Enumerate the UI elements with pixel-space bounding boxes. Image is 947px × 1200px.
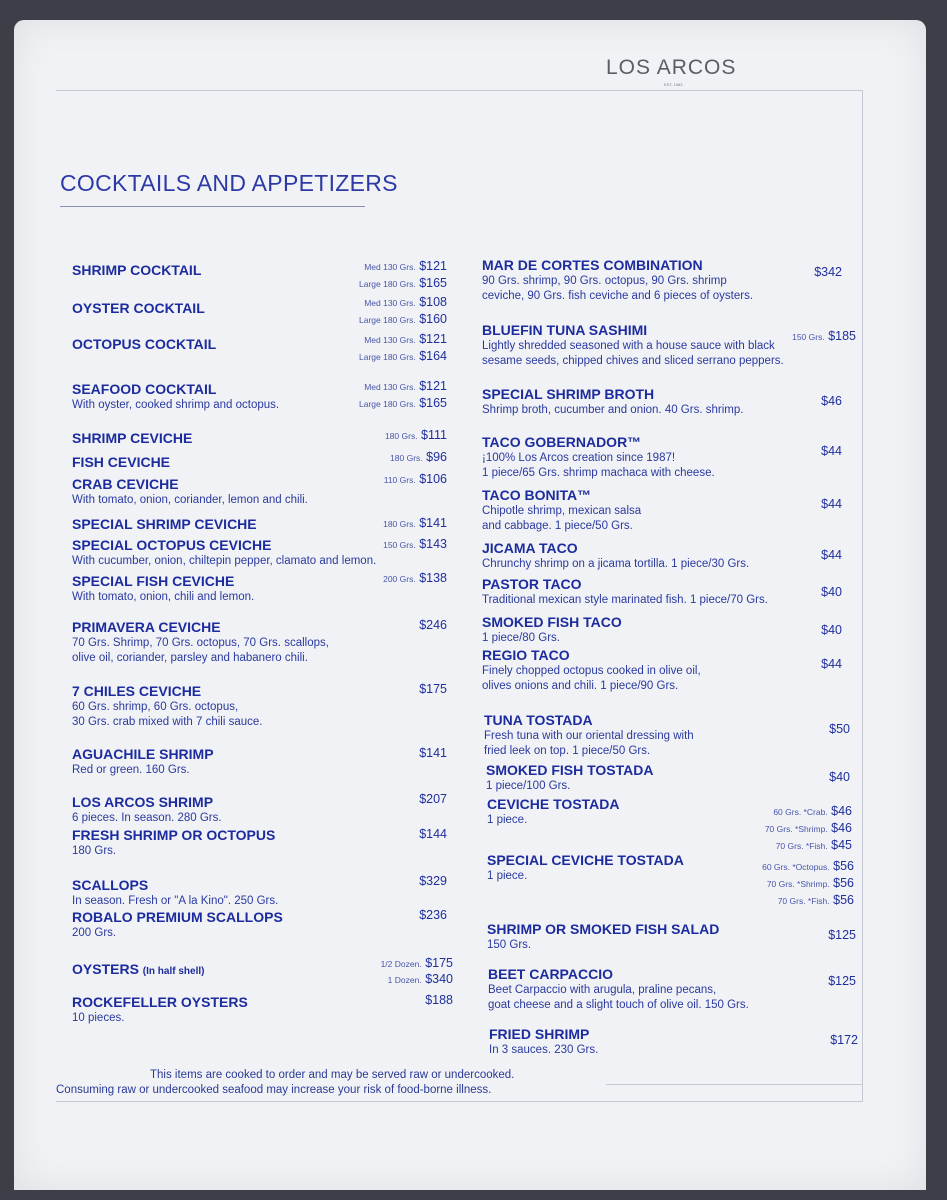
brand-subtitle: EST. 1983 — [664, 82, 683, 87]
menu-item-aguachile-shrimp: AGUACHILE SHRIMP Red or green. 160 Grs. — [72, 746, 214, 776]
price: 70 Grs. *Shrimp. $46 — [764, 821, 852, 835]
brand-logo: LOS ARCOS — [606, 56, 737, 79]
price: $125 — [828, 974, 856, 988]
price: $329 — [419, 874, 447, 888]
price: $246 — [419, 618, 447, 632]
menu-item-shrimp-or-smoked-fish-salad: SHRIMP OR SMOKED FISH SALAD 150 Grs. — [487, 921, 720, 951]
menu-item-special-octopus-ceviche: SPECIAL OCTOPUS CEVICHE With cucumber, onion, chiltepin pepper, clamato and lemon. — [72, 537, 377, 567]
price: $50 — [829, 722, 850, 736]
menu-item-primavera-ceviche: PRIMAVERA CEVICHE 70 Grs. Shrimp, 70 Grs. octopus, 70 Grs. scallops, olive oil, coriander, parsley and habanero chili. — [72, 619, 329, 664]
menu-item-shrimp-cocktail: SHRIMP COCKTAIL — [72, 262, 202, 278]
menu-item-ceviche-tostada: CEVICHE TOSTADA 1 piece. — [487, 796, 620, 826]
price: 60 Grs. *Octopus. $56 — [762, 859, 854, 873]
price: $125 — [828, 928, 856, 942]
menu-item-los-arcos-shrimp: LOS ARCOS SHRIMP 6 pieces. In season. 280 Grs. — [72, 794, 222, 824]
menu-item-taco-gobernador: TACO GOBERNADOR™ ¡100% Los Arcos creation since 1987! 1 piece/65 Grs. shrimp machaca with cheese. — [482, 434, 715, 479]
price: 150 Grs. $185 — [792, 329, 856, 343]
price: 200 Grs. $138 — [383, 571, 447, 585]
price: Large 180 Grs. $165 — [359, 276, 447, 290]
menu-item-special-fish-ceviche: SPECIAL FISH CEVICHE With tomato, onion, chili and lemon. — [72, 573, 255, 603]
price: 70 Grs. *Shrimp. $56 — [766, 876, 854, 890]
menu-item-special-shrimp-broth: SPECIAL SHRIMP BROTH Shrimp broth, cucumber and onion. 40 Grs. shrimp. — [482, 386, 744, 416]
menu-item-shrimp-ceviche: SHRIMP CEVICHE — [72, 430, 193, 446]
price: $207 — [419, 792, 447, 806]
price: $40 — [821, 623, 842, 637]
menu-item-regio-taco: REGIO TACO Finely chopped octopus cooked in olive oil, olives onions and chili. 1 piece/90 Grs. — [482, 647, 701, 692]
menu-item-seafood-cocktail: SEAFOOD COCKTAIL With oyster, cooked shrimp and octopus. — [72, 381, 280, 411]
menu-item-crab-ceviche: CRAB CEVICHE With tomato, onion, coriander, lemon and chili. — [72, 476, 308, 506]
price: Med 130 Grs. $121 — [364, 332, 447, 346]
price: $172 — [830, 1033, 858, 1047]
price: Large 180 Grs. $160 — [359, 312, 447, 326]
price: $44 — [821, 497, 842, 511]
price: $342 — [814, 265, 842, 279]
menu-item-beet-carpaccio: BEET CARPACCIO Beet Carpaccio with arugula, praline pecans, goat cheese and a slight touch of olive oil. 150 Grs. — [488, 966, 749, 1011]
menu-item-rockefeller-oysters: ROCKEFELLER OYSTERS 10 pieces. — [72, 994, 248, 1024]
price: $144 — [419, 827, 447, 841]
menu-item-fried-shrimp: FRIED SHRIMP In 3 sauces. 230 Grs. — [489, 1026, 599, 1056]
menu-item-tuna-tostada: TUNA TOSTADA Fresh tuna with our oriental dressing with fried leek on top. 1 piece/50 Grs. — [484, 712, 694, 757]
price: $40 — [829, 770, 850, 784]
disclaimer: This items are cooked to order and may be served raw or undercooked. Consuming raw or undercooked seafood may increase your risk of food-borne illness. — [56, 1069, 515, 1096]
price: $46 — [821, 394, 842, 408]
menu-item-7-chiles-ceviche: 7 CHILES CEVICHE 60 Grs. shrimp, 60 Grs. octopus, 30 Grs. crab mixed with 7 chili sauce. — [72, 683, 263, 728]
price: $175 — [419, 682, 447, 696]
menu-item-special-ceviche-tostada: SPECIAL CEVICHE TOSTADA 1 piece. — [487, 852, 684, 882]
title-underline — [60, 206, 365, 207]
price: $188 — [425, 993, 453, 1007]
menu-item-bluefin-tuna-sashimi: BLUEFIN TUNA SASHIMI Lightly shredded seasoned with a house sauce with black sesame seeds, chipped chives and sliced serrano peppers. — [482, 322, 784, 367]
price: $141 — [419, 746, 447, 760]
menu-item-mar-de-cortes: MAR DE CORTES COMBINATION 90 Grs. shrimp, 90 Grs. octopus, 90 Grs. shrimp ceviche, 90 Grs. fish ceviche and 6 pieces of oysters. — [482, 257, 754, 302]
menu-item-scallops: SCALLOPS In season. Fresh or "A la Kino". 250 Grs. — [72, 877, 279, 907]
section-title: COCKTAILS AND APPETIZERS — [60, 170, 398, 196]
price: 1 Dozen. $340 — [387, 972, 453, 986]
price: $44 — [821, 657, 842, 671]
menu-item-pastor-taco: PASTOR TACO Traditional mexican style marinated fish. 1 piece/70 Grs. — [482, 576, 768, 606]
price: 60 Grs. *Crab. $46 — [773, 804, 852, 818]
footer-divider — [606, 1084, 862, 1085]
menu-item-oysters: OYSTERS (In half shell) — [72, 961, 205, 977]
price: $44 — [821, 444, 842, 458]
menu-item-oyster-cocktail: OYSTER COCKTAIL — [72, 300, 205, 316]
price: 180 Grs. $111 — [384, 428, 447, 442]
menu-item-octopus-cocktail: OCTOPUS COCKTAIL — [72, 336, 217, 352]
price: 110 Grs. $106 — [383, 472, 447, 486]
price: 180 Grs. $96 — [390, 450, 447, 464]
menu-item-smoked-fish-tostada: SMOKED FISH TOSTADA 1 piece/100 Grs. — [486, 762, 654, 792]
menu-item-taco-bonita: TACO BONITA™ Chipotle shrimp, mexican salsa and cabbage. 1 piece/50 Grs. — [482, 487, 642, 532]
price: 70 Grs. *Fish. $45 — [775, 838, 852, 852]
price: Med 130 Grs. $121 — [364, 259, 447, 273]
price: Med 130 Grs. $108 — [364, 295, 447, 309]
price: Large 180 Grs. $165 — [359, 396, 447, 410]
price: 180 Grs. $141 — [383, 516, 447, 530]
menu-item-fresh-shrimp-or-octopus: FRESH SHRIMP OR OCTOPUS 180 Grs. — [72, 827, 276, 857]
menu-item-robalo-premium-scallops: ROBALO PREMIUM SCALLOPS 200 Grs. — [72, 909, 283, 939]
price: 150 Grs. $143 — [383, 537, 447, 551]
price: $44 — [821, 548, 842, 562]
menu-item-smoked-fish-taco: SMOKED FISH TACO 1 piece/80 Grs. — [482, 614, 622, 644]
price: Large 180 Grs. $164 — [359, 349, 447, 363]
price: 1/2 Dozen. $175 — [380, 956, 453, 970]
price: $40 — [821, 585, 842, 599]
price: Med 130 Grs. $121 — [364, 379, 447, 393]
menu-item-jicama-taco: JICAMA TACO Chrunchy shrimp on a jicama tortilla. 1 piece/30 Grs. — [482, 540, 750, 570]
price: $236 — [419, 908, 447, 922]
menu-item-fish-ceviche: FISH CEVICHE — [72, 454, 171, 470]
price: 70 Grs. *Fish. $56 — [777, 893, 854, 907]
menu-item-special-shrimp-ceviche: SPECIAL SHRIMP CEVICHE — [72, 516, 257, 532]
